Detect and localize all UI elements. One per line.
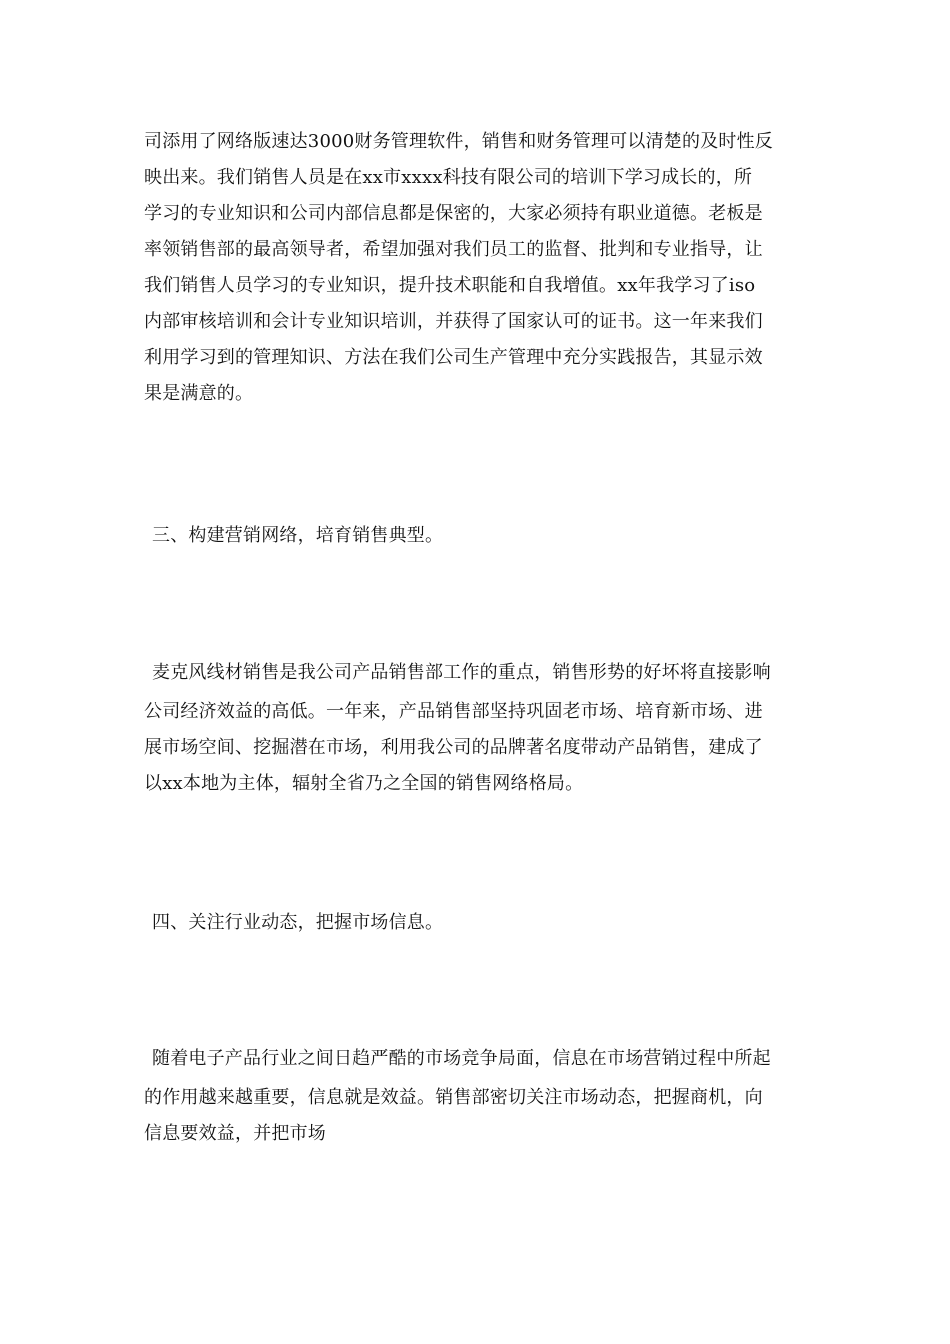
paragraph-line: 以xx本地为主体，辐射全省乃之全国的销售网络格局。: [144, 773, 584, 794]
paragraph-line: 映出来。我们销售人员是在xx市xxxx科技有限公司的培训下学习成长的，所: [144, 167, 753, 188]
paragraph-line: 公司经济效益的高低。一年来，产品销售部坚持巩固老市场、培育新市场、进: [144, 701, 763, 722]
paragraph-line: 果是满意的。: [144, 383, 254, 404]
paragraph-line: 信息要效益，并把市场: [144, 1123, 326, 1144]
paragraph-line: 我们销售人员学习的专业知识，提升技术职能和自我增值。xx年我学习了iso: [144, 275, 756, 296]
paragraph-line: 麦克风线材销售是我公司产品销售部工作的重点，销售形势的好坏将直接影响: [152, 662, 771, 683]
section-heading-3: 三、构建营销网络，培育销售典型。: [152, 525, 444, 546]
paragraph-line: 内部审核培训和会计专业知识培训，并获得了国家认可的证书。这一年来我们: [144, 311, 763, 332]
paragraph-line: 随着电子产品行业之间日趋严酷的市场竞争局面，信息在市场营销过程中所起: [152, 1048, 771, 1069]
paragraph-line: 司添用了网络版速达3000财务管理软件，销售和财务管理可以清楚的及时性反: [144, 131, 774, 152]
paragraph-line: 的作用越来越重要，信息就是效益。销售部密切关注市场动态，把握商机，向: [144, 1087, 763, 1108]
paragraph-line: 利用学习到的管理知识、方法在我们公司生产管理中充分实践报告，其显示效: [144, 347, 763, 368]
paragraph-line: 学习的专业知识和公司内部信息都是保密的，大家必须持有职业道德。老板是: [144, 203, 763, 224]
section-heading-4: 四、关注行业动态，把握市场信息。: [152, 912, 444, 933]
paragraph-line: 率领销售部的最高领导者，希望加强对我们员工的监督、批判和专业指导，让: [144, 239, 763, 260]
paragraph-line: 展市场空间、挖掘潜在市场，利用我公司的品牌著名度带动产品销售，建成了: [144, 737, 763, 758]
